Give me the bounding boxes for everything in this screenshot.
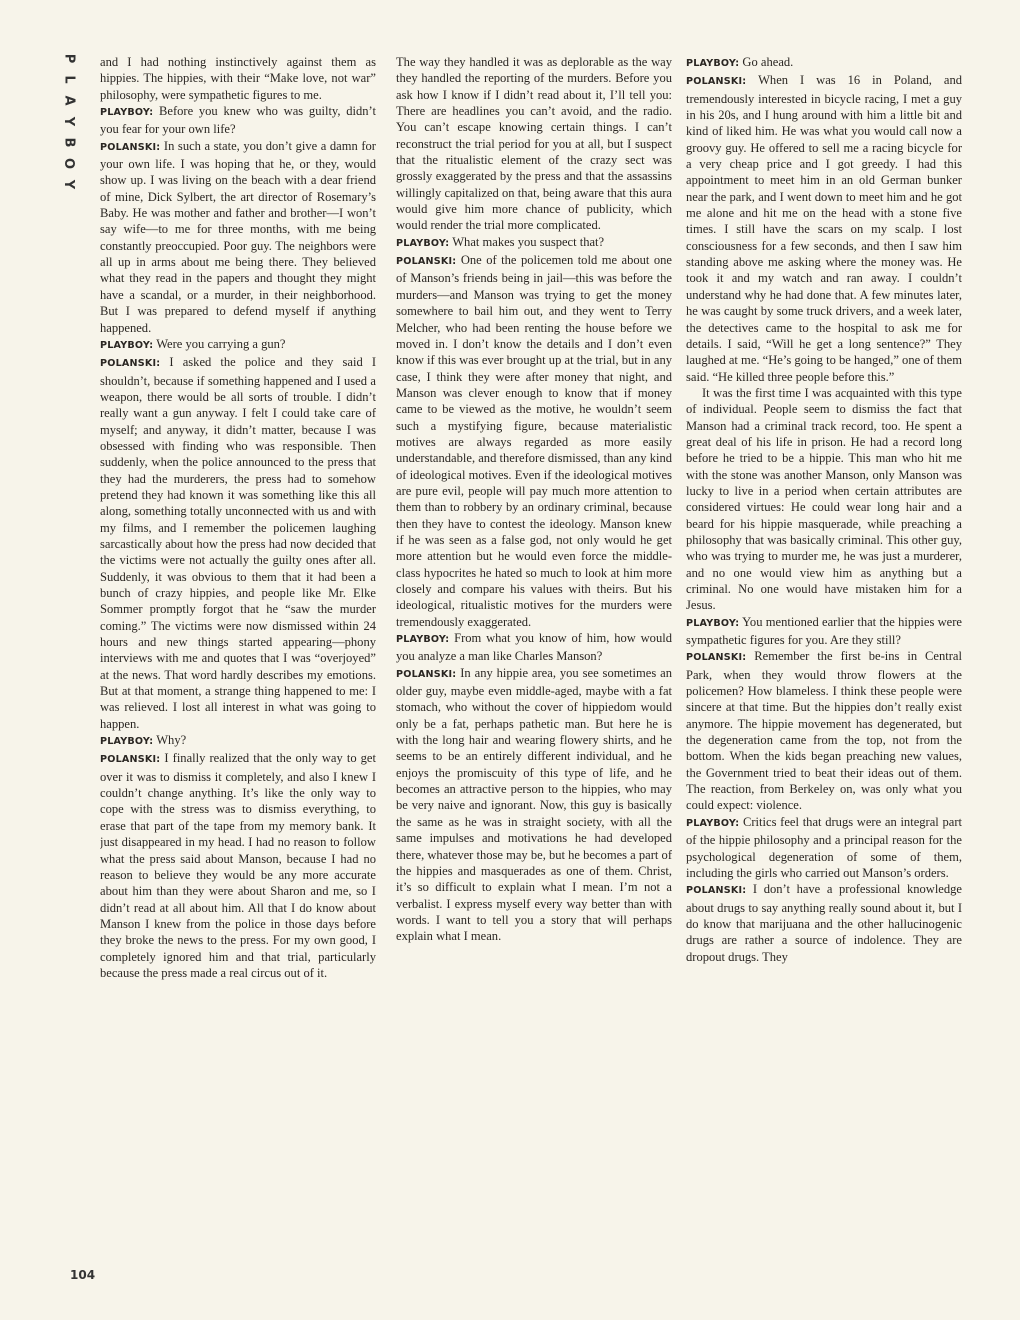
speaker-label: PLAYBOY : [100, 340, 153, 351]
article-paragraph [100, 138, 376, 336]
paragraph-text: I finally realized that the only way to get over it was to dismiss it completely, and also I knew I couldn’t change anything. It’s like the only way to cope with the stress was to dismiss everything, to erase that part of the tape from my memory bank. It just disappeared in my head. I had no reason to follow what the press said about Manson, because I had no reason to believe they would be any more accurate about him than they were about Sharon and me, so I didn’t read at all about him. All that I do know about Manson I knew from the police in those days before they broke the news to the press. For my own good, I completely ignored him and that trial, particularly because the press made a real circus out of it. [100, 751, 376, 980]
article-paragraph [686, 648, 962, 813]
paragraph-text: When I was 16 in Poland, and tremendously interested in bicycle racing, I met a guy in his 20s, and I hung around with him a little bit and kind of liked him. He was what you would call now a groovy guy. He offered to sell me a racing bicycle for a very cheap price and I got greedy. I had this appointment to meet him in an old German bunker near the park, and I went down to meet him and he got me alone and hit me on the head with a stone five times. I still have the scars on my scalp. I lost consciousness for a few seconds, and then I saw him standing above me asking where the money was. He took it and my watch and ran away. I couldn’t understand why he had done that. A few minutes later, he was caught by some truck drivers, and a week later, the detectives came to the hospital to ask me for details. I said, “Will he get a long sentence?” They laughed at me. “He’s going to be hanged,” one of them said. “He killed three people before this.” [686, 73, 962, 384]
article-paragraph [396, 665, 672, 945]
article-paragraph [100, 103, 376, 138]
speaker-label: PLAYBOY : [396, 238, 449, 249]
paragraph-text: What makes you suspect that? [449, 234, 605, 249]
masthead-letter: Y [61, 179, 77, 190]
masthead-letter: P [61, 53, 77, 64]
article-column-3 [686, 54, 962, 1290]
speaker-label: POLANSKI : [100, 142, 160, 153]
masthead-letter: A [61, 95, 77, 106]
article-paragraph [396, 54, 672, 234]
speaker-label: PLAYBOY : [686, 58, 739, 69]
masthead-letter: O [61, 157, 77, 170]
paragraph-text: Why? [153, 733, 187, 748]
paragraph-text: Remember the first be-ins in Central Park, when they would throw flowers at the policemen? How blameless. I think these people were sincere at that time. But the hippies don’t really exist anymore. The hippie movement has degenerated, but the degeneration came from the top, not from the bottom. When the kids began preaching new values, the Government tried to beat their ideas out of them. The reaction, from Berkeley on, was only what you could expect: violence. [686, 649, 962, 813]
paragraph-text: Go ahead. [739, 55, 794, 69]
speaker-label: POLANSKI : [396, 669, 456, 680]
speaker-label: POLANSKI : [686, 76, 746, 87]
speaker-label: PLAYBOY : [686, 618, 739, 629]
article-paragraph [100, 54, 376, 103]
speaker-label: POLANSKI : [686, 652, 746, 663]
article-paragraph [686, 614, 962, 649]
article-paragraph [686, 814, 962, 881]
speaker-label: POLANSKI : [100, 754, 160, 765]
speaker-label: POLANSKI : [686, 885, 746, 896]
speaker-label: POLANSKI : [396, 256, 456, 267]
article-paragraph [686, 54, 962, 72]
paragraph-text: The way they handled it was as deplorable as the way they handled the reporting of the murders. Before you ask how I know if I didn’t read about it, I’ll tell you: There are headlines you can’t avoid, and the radio. You can’t escape knowing certain things. I can’t reconstruct the trial period for you at all, but I suspect that the ritualistic element of the crazy sect was grossly exaggerated by the press and that the assassins willingly capitalized on that, being aware that this aura would give him more chance of publicity, which would render the trial more complicated. [396, 55, 672, 233]
paragraph-text: It was the first time I was acquainted with this type of individual. People seem to dismiss the fact that Manson had a criminal track record, too. He spent a great deal of his life in prison. He had a record long before he tried to be a hippie. This man who hit me with the stone was another Manson, only Manson was lucky to live in a period when certain attributes are considered virtues: He could wear long hair and a beard for his hippie masquerade, while preaching a philosophy that was basically criminal. This other guy, who was trying to murder me, he was just a murderer, and no one would view him as anything but a criminal. No one would have mistaken him for a Jesus. [686, 385, 962, 613]
speaker-label: PLAYBOY : [396, 634, 449, 645]
article-paragraph [396, 252, 672, 630]
paragraph-text: I don’t have a professional knowledge about drugs to say anything really sound about it, but I do know that marijuana and the other hallucinogenic drugs are rather a source of indolence. They are dropout drugs. They [686, 882, 962, 964]
paragraph-text: You mentioned earlier that the hippies were sympathetic figures for you. Are they still? [686, 614, 962, 648]
article-paragraph [100, 750, 376, 981]
masthead-letter: L [61, 75, 77, 84]
article-column-2 [396, 54, 672, 1290]
paragraph-text: From what you know of him, how would you analyze a man like Charles Manson? [396, 631, 672, 664]
article-paragraph [396, 630, 672, 665]
masthead-letter: B [61, 137, 77, 148]
page-number: 104 [70, 1268, 96, 1282]
article-paragraph [396, 234, 672, 252]
paragraph-text: and I had nothing instinctively against them as hippies. The hippies, with their “Make love, not war” philosophy, were sympathetic figures to me. [100, 55, 376, 102]
paragraph-text: Critics feel that drugs were an integral part of the hippie philosophy and a principal reason for the psychological degeneration of some of them, including the girls who carried out Manson’s orders. [686, 814, 962, 880]
article-paragraph [686, 385, 962, 614]
magazine-masthead-vertical [58, 48, 80, 195]
paragraph-text: In such a state, you don’t give a damn for your own life. I was hoping that he, or they, would show up. I was living on the beach with a dear friend of mine, Dick Sylbert, the art director of Rosemary’s Baby. He was mother and father and brother—I won’t say wife—to me for three months, with me being constantly preoccupied. Poor guy. The neighbors were all up in arms about me being there. They believed what they read in the papers and thought they might have a scandal, or a murder, in their neighborhood. But I was prepared to defend myself if anything happened. [100, 138, 376, 335]
paragraph-text: I asked the police and they said I shouldn’t, because if something happened and I used a weapon, there would be all sorts of trouble. I didn’t really want a gun anyway. I felt I could take care of myself; and anyway, it didn’t matter, because I was obsessed with finding who was responsible. Then suddenly, when the police announced to the press that they had the murderers, the press had to somehow pretend they had known it was something like this all along, something totally unconnected with us and with my films, and I remember the policemen laughing sarcastically about how the press had now decided that the victims were not actually the guilty ones after all. Suddenly, it was obvious to them that it had been a bunch of crazy hippies, and people like Mr. Elke Sommer promptly forgot that he “saw the murder coming.” The victims were now dismissed within 24 hours and new things started appearing—phony interviews with me and quotes that I was “overjoyed” at the news. That word hardly describes my emotions. But at that moment, a strange thing happened to me: I was relieved. I lost all interest in what was going to happen. [100, 355, 376, 731]
paragraph-text: One of the policemen told me about one of Manson’s friends being in jail—this was before the murders—and Manson was trying to get the money somewhere to bail him out, and they went to Terry Melcher, who had been renting the house before we moved in. I don’t know the details and I don’t even know if this was ever brought up at the trial, but in any case, I think they were after money that night, and Manson was clever enough to know that if money came to be viewed as the motive, he wouldn’t seem such a mystifying figure, because materialistic motives are always regarded as more easily understandable, and therefore dismissed, than any kind of ideological motives. Even if the ideological motives are pure evil, people will pay much more attention to them than to robbery by an ordinary criminal, because then they have to contest the ideology. Manson knew if he was seen as a false god, not only would he get more attention but he would even force the middle-class hypocrites he hated so much to look at him more closely and compare his values with theirs. But his ideological, ritualistic motives for the murders were tremendously exaggerated. [396, 253, 672, 629]
article-paragraph [100, 354, 376, 732]
article-paragraph [686, 72, 962, 385]
masthead-letter: Y [61, 116, 77, 127]
paragraph-text: In any hippie area, you see sometimes an older guy, maybe even middle-aged, maybe with a fat stomach, who without the cover of hippiedom would only be a fat, perhaps pathetic man. But here he is with the long hair and wearing flowery shirts, and he seems to be an entirely different individual, and he enjoys the promiscuity of this type of life, and he becomes an attractive person to the hippies, who may be very naive and ignorant. Now, this guy is basically the same as he was in straight society, with all the same impulses and motivations he had developed there, whatever those may be, but he becomes a part of the hippies and masquerades as one of them. Christ, it’s so difficult to explain what I mean. I’m not a verbalist. I express myself every way better than with words. I want to tell you a story that will perhaps explain what I mean. [396, 665, 672, 944]
article-column-1 [100, 54, 376, 1290]
article-paragraph [686, 881, 962, 965]
speaker-label: POLANSKI : [100, 358, 160, 369]
article-paragraph [100, 336, 376, 354]
article-paragraph [100, 732, 376, 750]
speaker-label: PLAYBOY : [686, 818, 739, 829]
speaker-label: PLAYBOY : [100, 107, 153, 118]
paragraph-text: Were you carrying a gun? [153, 336, 286, 351]
paragraph-text: Before you knew who was guilty, didn’t you fear for your own life? [100, 104, 376, 137]
speaker-label: PLAYBOY : [100, 736, 153, 747]
